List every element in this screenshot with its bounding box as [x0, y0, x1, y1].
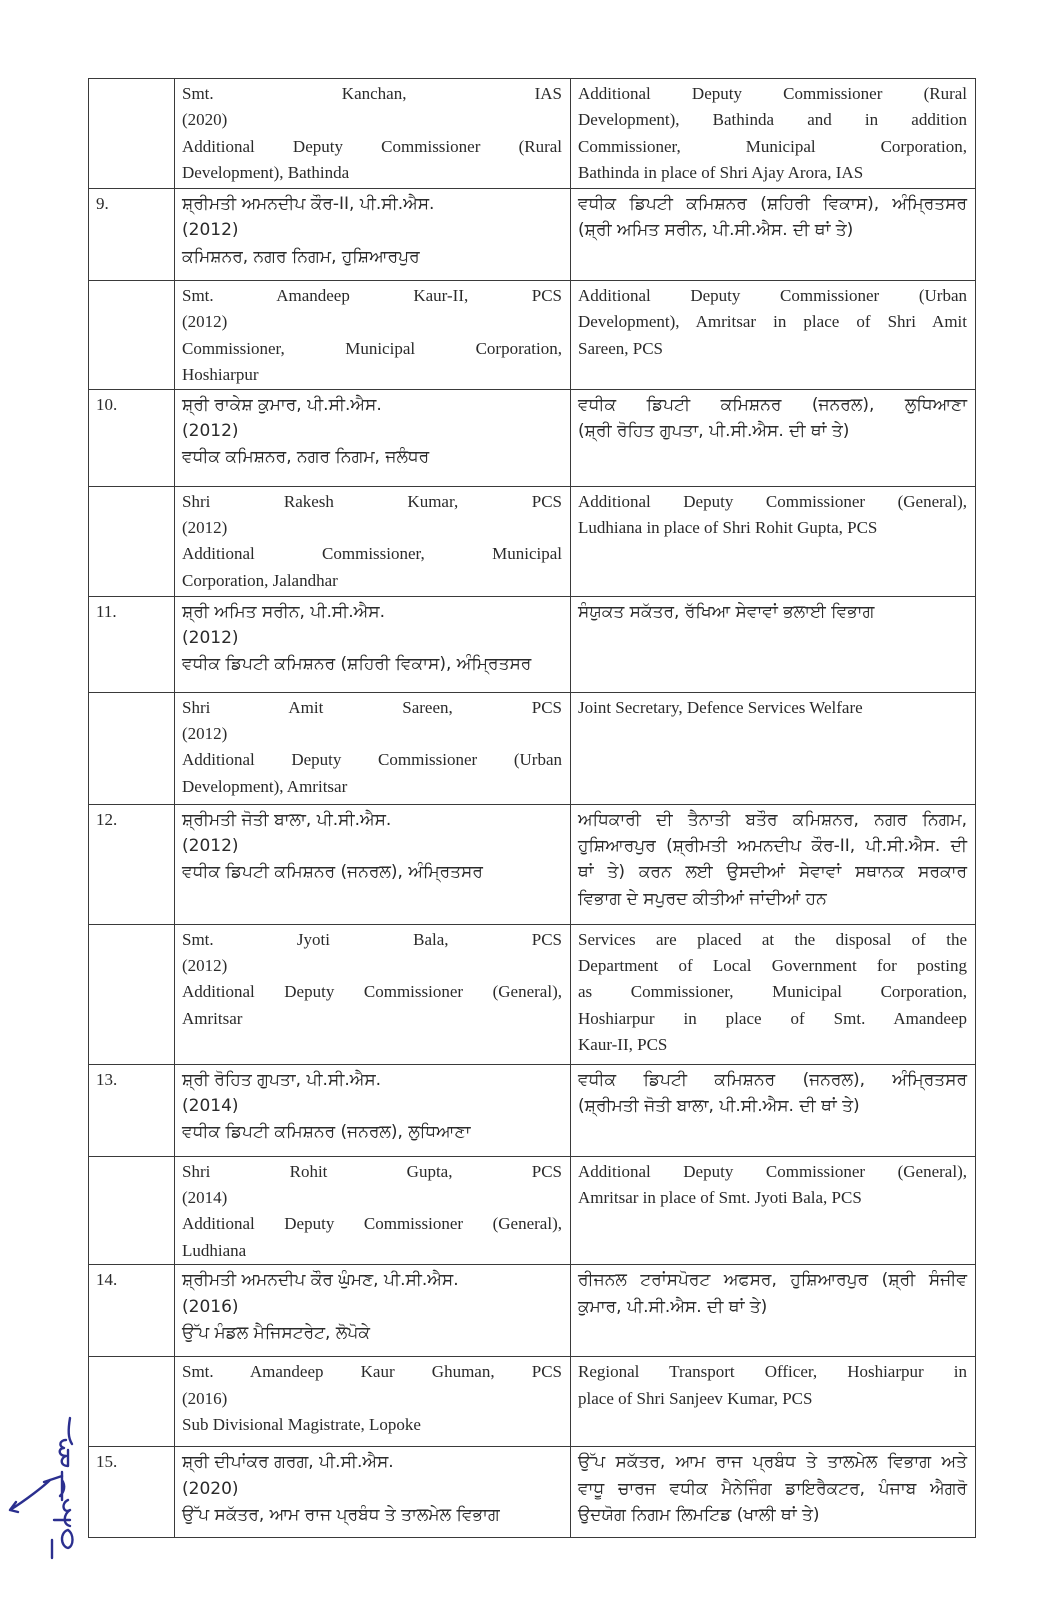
serial-number-continued: [89, 692, 175, 804]
officer-cell: [175, 1064, 571, 1156]
new-posting-cell: [571, 596, 976, 692]
new-posting-cell: [571, 804, 976, 924]
text-line: ਸ਼੍ਰੀਮਤੀ ਅਮਨਦੀਪ ਕੌਰ ਘੁੰਮਣ, ਪੀ.ਸੀ.ਐਸ.: [182, 1270, 459, 1291]
officer-cell: [175, 1265, 571, 1357]
text-line: ਹੁਸ਼ਿਆਰਪੁਰ (ਸ਼੍ਰੀਮਤੀ ਅਮਨਦੀਪ ਕੌਰ-II, ਪੀ.ਸੀ.ਐਸ. ਦੀ: [578, 836, 967, 857]
new-posting-cell: [571, 1156, 976, 1265]
officer-cell: [175, 1156, 571, 1265]
serial-number: 9.: [89, 189, 175, 281]
text-line: Sub Divisional Magistrate, Lopoke: [182, 1415, 421, 1435]
text-line: ਵਧੀਕ ਡਿਪਟੀ ਕਮਿਸ਼ਨਰ (ਜਨਰਲ), ਲੁਧਿਆਣਾ: [578, 394, 967, 415]
text-line: Shri Amit Sareen, PCS: [182, 697, 562, 717]
officer-cell: [175, 281, 571, 390]
serial-number-continued: [89, 486, 175, 596]
officer-cell: [175, 389, 571, 486]
text-line: Additional Deputy Commissioner (Urban: [182, 750, 562, 770]
text-line: (2012): [182, 220, 239, 241]
text-line: Amritsar: [182, 1008, 243, 1028]
text-line: Services are placed at the disposal of the: [578, 929, 967, 949]
text-line: (2014): [182, 1096, 239, 1117]
text-line: (2012): [182, 312, 228, 332]
text-line: ਵਧੀਕ ਡਿਪਟੀ ਕਮਿਸ਼ਨਰ (ਸ਼ਹਿਰੀ ਵਿਕਾਸ), ਅੰਮ੍ਰਿਤਸਰ: [182, 654, 532, 675]
text-line: ਸ਼੍ਰੀ ਦੀਪਾਂਕਰ ਗਰਗ, ਪੀ.ਸੀ.ਐਸ.: [182, 1452, 394, 1473]
serial-number: 11.: [89, 596, 175, 692]
serial-number-continued: [89, 281, 175, 390]
order-row-english: [89, 692, 976, 804]
text-line: ਉੱਪ ਸਕੱਤਰ, ਆਮ ਰਾਜ ਪ੍ਰਬੰਧ ਤੇ ਤਾਲਮੇਲ ਵਿਭਾਗ ਅਤੇ: [578, 1452, 967, 1473]
order-row-punjabi: [89, 1064, 976, 1156]
text-line: Additional Deputy Commissioner (Urban: [578, 286, 967, 305]
text-line: Additional Deputy Commissioner (Rural: [182, 136, 562, 156]
text-line: ਵਧੀਕ ਡਿਪਟੀ ਕਮਿਸ਼ਨਰ (ਜਨਰਲ), ਅੰਮ੍ਰਿਤਸਰ: [578, 1069, 967, 1090]
text-line: ਵਾਧੂ ਚਾਰਜ ਵਧੀਕ ਮੈਨੇਜਿੰਗ ਡਾਇਰੈਕਟਰ, ਪੰਜਾਬ ਐਗਰੋ: [578, 1478, 967, 1499]
order-row-english: [89, 486, 976, 596]
serial-number-continued: [89, 924, 175, 1064]
text-line: Development), Bathinda and in addition: [578, 110, 967, 130]
officer-cell: [175, 486, 571, 596]
officer-cell: [175, 804, 571, 924]
text-line: Ludhiana in place of Shri Rohit Gupta, PCS: [578, 518, 878, 538]
order-row-punjabi: [89, 804, 976, 924]
text-line: (2020): [182, 1478, 239, 1499]
text-line: Smt. Amandeep Kaur-II, PCS: [182, 286, 562, 305]
text-line: ਵਧੀਕ ਕਮਿਸ਼ਨਰ, ਨਗਰ ਨਿਗਮ, ਜਲੰਧਰ: [182, 447, 430, 468]
officer-cell: [175, 596, 571, 692]
text-line: Additional Deputy Commissioner (General),: [182, 982, 562, 1002]
text-line: Additional Deputy Commissioner (General),: [578, 491, 967, 511]
text-line: Amritsar in place of Smt. Jyoti Bala, PCS: [578, 1188, 862, 1208]
text-line: ਸੰਯੁਕਤ ਸਕੱਤਰ, ਰੱਖਿਆ ਸੇਵਾਵਾਂ ਭਲਾਈ ਵਿਭਾਗ: [578, 601, 875, 622]
order-row-punjabi: [89, 1265, 976, 1357]
serial-number: 10.: [89, 389, 175, 486]
order-row-punjabi: [89, 189, 976, 281]
order-row-english: [89, 79, 976, 189]
serial-number: 13.: [89, 1064, 175, 1156]
text-line: (2012): [182, 724, 228, 744]
text-line: Development), Amritsar in place of Shri Amit: [578, 312, 967, 332]
text-line: Ludhiana: [182, 1240, 247, 1260]
new-posting-cell: [571, 924, 976, 1064]
officer-cell: [175, 1447, 571, 1538]
text-line: Commissioner, Municipal Corporation,: [578, 136, 967, 156]
text-line: (ਸ਼੍ਰੀ ਰੋਹਿਤ ਗੁਪਤਾ, ਪੀ.ਸੀ.ਐਸ. ਦੀ ਥਾਂ ਤੇ): [578, 421, 850, 442]
text-line: Smt. Amandeep Kaur Ghuman, PCS: [182, 1362, 562, 1382]
text-line: (2012): [182, 836, 239, 857]
new-posting-cell: [571, 79, 976, 189]
text-line: as Commissioner, Municipal Corporation,: [578, 982, 967, 1002]
text-line: ਸ਼੍ਰੀ ਅਮਿਤ ਸਰੀਨ, ਪੀ.ਸੀ.ਐਸ.: [182, 601, 385, 622]
order-row-english: [89, 924, 976, 1064]
text-line: Development), Bathinda: [182, 163, 350, 183]
text-line: Kaur-II, PCS: [578, 1035, 668, 1055]
new-posting-cell: [571, 189, 976, 281]
text-line: ਸ਼੍ਰੀ ਰੋਹਿਤ ਗੁਪਤਾ, ਪੀ.ਸੀ.ਐਸ.: [182, 1069, 382, 1090]
text-line: Smt. Kanchan, IAS: [182, 84, 562, 103]
text-line: (2020): [182, 110, 228, 130]
text-line: Additional Deputy Commissioner (General),: [182, 1214, 562, 1234]
text-line: ਵਧੀਕ ਡਿਪਟੀ ਕਮਿਸ਼ਨਰ (ਸ਼ਹਿਰੀ ਵਿਕਾਸ), ਅੰਮ੍ਰਿਤਸਰ: [578, 194, 967, 214]
text-line: (ਸ਼੍ਰੀਮਤੀ ਜੋਤੀ ਬਾਲਾ, ਪੀ.ਸੀ.ਐਸ. ਦੀ ਥਾਂ ਤੇ): [578, 1096, 860, 1117]
text-line: ਸ਼੍ਰੀ ਰਾਕੇਸ਼ ਕੁਮਾਰ, ਪੀ.ਸੀ.ਐਸ.: [182, 394, 382, 415]
text-line: ਥਾਂ ਤੇ) ਕਰਨ ਲਈ ਉਸਦੀਆਂ ਸੇਵਾਵਾਂ ਸਥਾਨਕ ਸਰਕਾਰ: [578, 862, 967, 883]
text-line: (2016): [182, 1388, 228, 1408]
text-line: Additional Deputy Commissioner (Rural: [578, 84, 967, 103]
order-row-english: [89, 281, 976, 390]
order-row-english: [89, 1156, 976, 1265]
text-line: Shri Rakesh Kumar, PCS: [182, 491, 562, 511]
serial-number-continued: [89, 1156, 175, 1265]
text-line: (2012): [182, 421, 239, 442]
text-line: ਕੁਮਾਰ, ਪੀ.ਸੀ.ਐਸ. ਦੀ ਥਾਂ ਤੇ): [578, 1296, 768, 1317]
text-line: Development), Amritsar: [182, 776, 348, 796]
new-posting-cell: [571, 281, 976, 390]
text-line: (ਸ਼੍ਰੀ ਅਮਿਤ ਸਰੀਨ, ਪੀ.ਸੀ.ਐਸ. ਦੀ ਥਾਂ ਤੇ): [578, 220, 854, 241]
handwritten-signature: [4, 1390, 84, 1560]
officer-cell: [175, 189, 571, 281]
text-line: Commissioner, Municipal Corporation,: [182, 338, 562, 358]
serial-number: 12.: [89, 804, 175, 924]
text-line: ਉੱਪ ਸਕੱਤਰ, ਆਮ ਰਾਜ ਪ੍ਰਬੰਧ ਤੇ ਤਾਲਮੇਲ ਵਿਭਾਗ: [182, 1505, 500, 1526]
officer-cell: [175, 692, 571, 804]
order-row-english: [89, 1357, 976, 1447]
text-line: Shri Rohit Gupta, PCS: [182, 1161, 562, 1181]
text-line: Additional Deputy Commissioner (General),: [578, 1161, 967, 1181]
serial-number: 15.: [89, 1447, 175, 1538]
text-line: ਅਧਿਕਾਰੀ ਦੀ ਤੈਨਾਤੀ ਬਤੌਰ ਕਮਿਸ਼ਨਰ, ਨਗਰ ਨਿਗਮ,: [578, 809, 967, 830]
serial-number: 14.: [89, 1265, 175, 1357]
text-line: (2016): [182, 1296, 239, 1317]
transfer-orders-table: [88, 78, 976, 1538]
serial-number-continued: [89, 1357, 175, 1447]
text-line: Hoshiarpur in place of Smt. Amandeep: [578, 1008, 967, 1028]
text-line: ਉੱਪ ਮੰਡਲ ਮੈਜਿਸਟਰੇਟ, ਲੋਪੋਕੇ: [182, 1323, 370, 1344]
new-posting-cell: [571, 1265, 976, 1357]
officer-cell: [175, 79, 571, 189]
text-line: ਵਧੀਕ ਡਿਪਟੀ ਕਮਿਸ਼ਨਰ (ਜਨਰਲ), ਅੰਮ੍ਰਿਤਸਰ: [182, 862, 483, 883]
text-line: (2012): [182, 518, 228, 538]
text-line: Smt. Jyoti Bala, PCS: [182, 929, 562, 949]
text-line: Corporation, Jalandhar: [182, 570, 338, 590]
new-posting-cell: [571, 1447, 976, 1538]
text-line: ਸ਼੍ਰੀਮਤੀ ਅਮਨਦੀਪ ਕੌਰ-II, ਪੀ.ਸੀ.ਐਸ.: [182, 194, 435, 214]
text-line: Joint Secretary, Defence Services Welfare: [578, 697, 863, 717]
text-line: ਵਧੀਕ ਡਿਪਟੀ ਕਮਿਸ਼ਨਰ (ਜਨਰਲ), ਲੁਧਿਆਣਾ: [182, 1122, 471, 1143]
officer-cell: [175, 924, 571, 1064]
new-posting-cell: [571, 692, 976, 804]
serial-number: [89, 79, 175, 189]
new-posting-cell: [571, 486, 976, 596]
text-line: Sareen, PCS: [578, 338, 663, 358]
new-posting-cell: [571, 1357, 976, 1447]
text-line: ਕਮਿਸ਼ਨਰ, ਨਗਰ ਨਿਗਮ, ਹੁਸ਼ਿਆਰਪੁਰ: [182, 246, 420, 267]
text-line: (2012): [182, 628, 239, 649]
text-line: (2014): [182, 1188, 228, 1208]
text-line: ਰੀਜਨਲ ਟਰਾਂਸਪੋਰਟ ਅਫਸਰ, ਹੁਸ਼ਿਆਰਪੁਰ (ਸ਼੍ਰੀ ਸੰਜੀਵ: [578, 1270, 967, 1291]
text-line: Department of Local Government for posting: [578, 956, 967, 976]
text-line: Hoshiarpur: [182, 365, 259, 385]
text-line: Regional Transport Officer, Hoshiarpur in: [578, 1362, 967, 1382]
new-posting-cell: [571, 389, 976, 486]
transfer-orders-body: [89, 79, 976, 1538]
order-row-punjabi: [89, 389, 976, 486]
text-line: (2012): [182, 956, 228, 976]
new-posting-cell: [571, 1064, 976, 1156]
text-line: ਵਿਭਾਗ ਦੇ ਸਪੁਰਦ ਕੀਤੀਆਂ ਜਾਂਦੀਆਂ ਹਨ: [578, 888, 827, 909]
text-line: Bathinda in place of Shri Ajay Arora, IAS: [578, 163, 864, 183]
text-line: Additional Commissioner, Municipal: [182, 544, 562, 564]
text-line: ਉਦਯੋਗ ਨਿਗਮ ਲਿਮਟਿਡ (ਖਾਲੀ ਥਾਂ ਤੇ): [578, 1505, 820, 1526]
order-row-punjabi: [89, 1447, 976, 1538]
text-line: place of Shri Sanjeev Kumar, PCS: [578, 1388, 813, 1408]
officer-cell: [175, 1357, 571, 1447]
text-line: ਸ਼੍ਰੀਮਤੀ ਜੋਤੀ ਬਾਲਾ, ਪੀ.ਸੀ.ਐਸ.: [182, 809, 392, 830]
order-row-punjabi: [89, 596, 976, 692]
